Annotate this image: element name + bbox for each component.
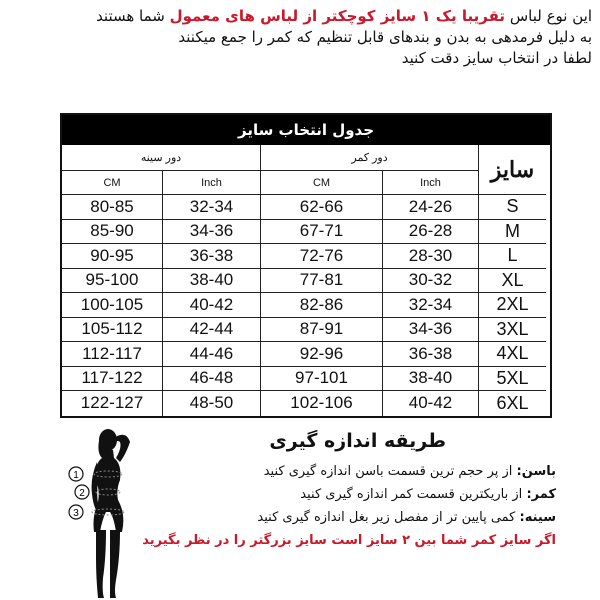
measurement-guide xyxy=(136,430,556,552)
waist-cm-cell: 102-106 xyxy=(261,391,383,416)
chest-cm-cell: 85-90 xyxy=(62,220,163,245)
chest-text: کمی پایین تر از مفصل زیر بغل اندازه گیری کنید xyxy=(257,510,516,525)
chest-cm-cell: 112-117 xyxy=(62,342,163,367)
waist-cm-cell: 62-66 xyxy=(261,195,383,220)
chest-label: سینه: xyxy=(519,510,556,525)
size-cell: L xyxy=(479,244,546,269)
waist-inch-cell: 36-38 xyxy=(383,342,479,367)
waist-cm-cell: 97-101 xyxy=(261,367,383,392)
chest-inch-cell: 42-44 xyxy=(163,318,261,343)
chest-cm-cell: 100-105 xyxy=(62,293,163,318)
chest-inch-cell: 36-38 xyxy=(163,244,261,269)
chest-inch-cell: 32-34 xyxy=(163,195,261,220)
chest-header: دور سینه xyxy=(62,145,261,171)
chest-cm-cell: 117-122 xyxy=(62,367,163,392)
size-cell: M xyxy=(479,220,546,245)
size-cell: 3XL xyxy=(479,318,546,343)
size-cell: 4XL xyxy=(479,342,546,367)
size-cell: S xyxy=(479,195,546,220)
waist-cm-cell: 92-96 xyxy=(261,342,383,367)
waist-inch-cell: 26-28 xyxy=(383,220,479,245)
waist-inch-header: Inch xyxy=(383,171,479,195)
marker-1 xyxy=(69,467,83,481)
size-table-grid xyxy=(62,145,550,416)
size-table xyxy=(60,113,552,418)
marker-2 xyxy=(75,485,89,499)
chest-inch-header: Inch xyxy=(163,171,261,195)
intro-line-3: لطفا در انتخاب سایز دقت کنید xyxy=(401,49,592,67)
chest-cm-cell: 122-127 xyxy=(62,391,163,416)
chest-inch-cell: 34-36 xyxy=(163,220,261,245)
chest-cm-cell: 90-95 xyxy=(62,244,163,269)
chest-instruction xyxy=(136,506,556,529)
intro-line1-part1: این نوع لباس xyxy=(509,7,592,25)
size-cell: 5XL xyxy=(479,367,546,392)
hip-label: باسن: xyxy=(516,464,556,479)
chest-inch-cell: 46-48 xyxy=(163,367,261,392)
size-table-title: جدول انتخاب سایز xyxy=(62,115,550,145)
svg-text:1: 1 xyxy=(73,470,79,481)
waist-inch-cell: 30-32 xyxy=(383,269,479,294)
chest-inch-cell: 44-46 xyxy=(163,342,261,367)
waist-cm-cell: 67-71 xyxy=(261,220,383,245)
chest-inch-cell: 48-50 xyxy=(163,391,261,416)
waist-cm-header: CM xyxy=(261,171,383,195)
chest-cm-cell: 105-112 xyxy=(62,318,163,343)
measurement-guide-title: طریقه اندازه گیری xyxy=(269,430,446,452)
intro-line1-part2: شما هستند xyxy=(96,7,165,25)
intro-line-2: به دلیل فرمدهی به بدن و بندهای قابل تنظیم که کمر را جمع میکنند xyxy=(178,28,592,46)
svg-text:3: 3 xyxy=(73,508,79,519)
waist-inch-cell: 28-30 xyxy=(383,244,479,269)
chest-cm-cell: 80-85 xyxy=(62,195,163,220)
intro-line-1 xyxy=(8,6,592,27)
waist-inch-cell: 40-42 xyxy=(383,391,479,416)
waist-cm-cell: 72-76 xyxy=(261,244,383,269)
size-cell: 2XL xyxy=(479,293,546,318)
svg-text:2: 2 xyxy=(79,488,85,499)
size-header: سایز xyxy=(479,145,546,195)
waist-cm-cell: 82-86 xyxy=(261,293,383,318)
chest-inch-cell: 40-42 xyxy=(163,293,261,318)
waist-inch-cell: 32-34 xyxy=(383,293,479,318)
waist-inch-cell: 34-36 xyxy=(383,318,479,343)
intro-line1-red: تقریبا یک ۱ سایز کوچکتر از لباس های معمول xyxy=(169,7,506,25)
waist-text: از باریکترین قسمت کمر اندازه گیری کنید xyxy=(300,487,523,502)
waist-instruction xyxy=(136,483,556,506)
waist-cm-cell: 77-81 xyxy=(261,269,383,294)
waist-label: کمر: xyxy=(526,487,556,502)
hip-text: از پر حجم ترین قسمت باسن اندازه گیری کنید xyxy=(263,464,513,479)
size-cell: 6XL xyxy=(496,392,529,413)
size-cell: XL xyxy=(479,269,546,294)
size-warning: اگر سایز کمر شما بین ۲ سایز است سایز بزرگتر را در نظر بگیرید xyxy=(142,533,556,548)
marker-3 xyxy=(69,505,83,519)
hip-instruction xyxy=(136,460,556,483)
chest-cm-cell: 95-100 xyxy=(62,269,163,294)
waist-inch-cell: 38-40 xyxy=(383,367,479,392)
chest-cm-header: CM xyxy=(62,171,163,195)
intro-text xyxy=(8,6,592,69)
waist-header: دور کمر xyxy=(261,145,479,171)
chest-inch-cell: 38-40 xyxy=(163,269,261,294)
waist-cm-cell: 87-91 xyxy=(261,318,383,343)
waist-inch-cell: 24-26 xyxy=(383,195,479,220)
